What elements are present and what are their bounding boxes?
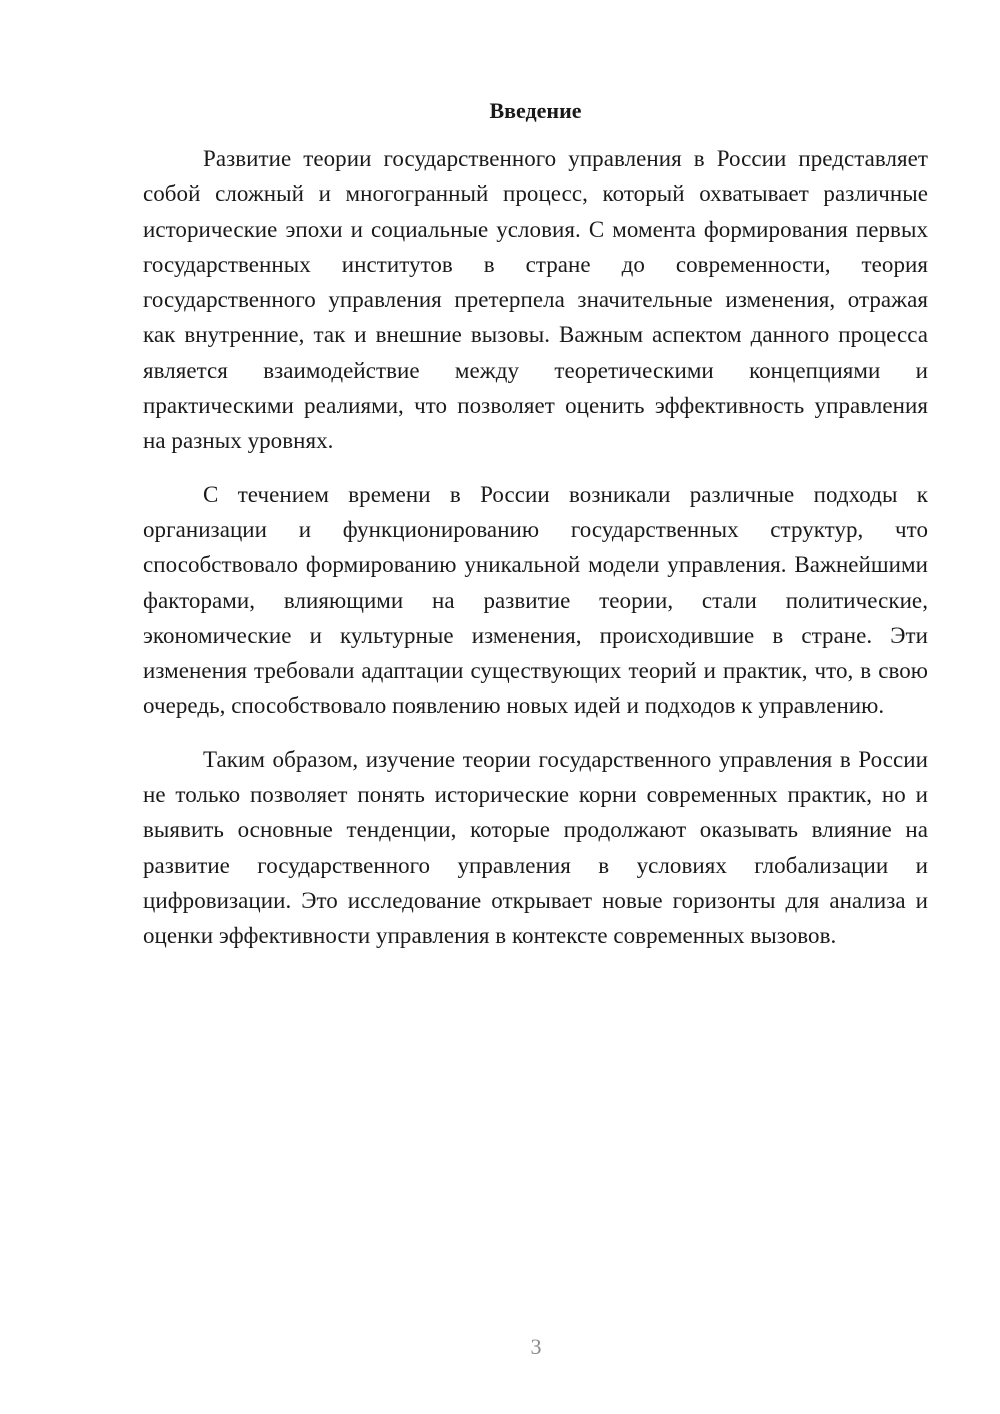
body-text [143,141,928,972]
paragraph-2: С течением времени в России возникали различные подходы к организации и функционированию государственных структур, что способствовало формированию уникальной модели управления. Важнейшими факторами, влияющими на развитие теории, стали политические, экономические и культурные изменения, происходившие в стране. Эти изменения требовали адаптации существующих теорий и практик, что, в свою очередь, способствовало появлению новых идей и подходов к управлению. [143,481,928,719]
page-title: Введение [489,98,582,123]
paragraph-3: Таким образом, изучение теории государственного управления в России не только позволяет понять исторические корни современных практик, но и выявить основные тенденции, которые продолжают оказывать влияние на развитие государственного управления в условиях глобализации и цифровизации. Это исследование открывает новые горизонты для анализа и оценки эффективности управления в контексте современных вызовов. [143,746,928,949]
page-number: 3 [530,1334,542,1359]
paragraph-1: Развитие теории государственного управления в России представляет собой сложный и многогранный процесс, который охватывает различные исторические эпохи и социальные условия. С момента формирования первых государственных институтов в стране до современности, теория государственного управления претерпела значительные изменения, отражая как внутренние, так и внешние вызовы. Важным аспектом данного процесса является взаимодействие между теоретическими концепциями и практическими реалиями, что позволяет оценить эффективность управления на разных уровнях. [143,146,928,454]
